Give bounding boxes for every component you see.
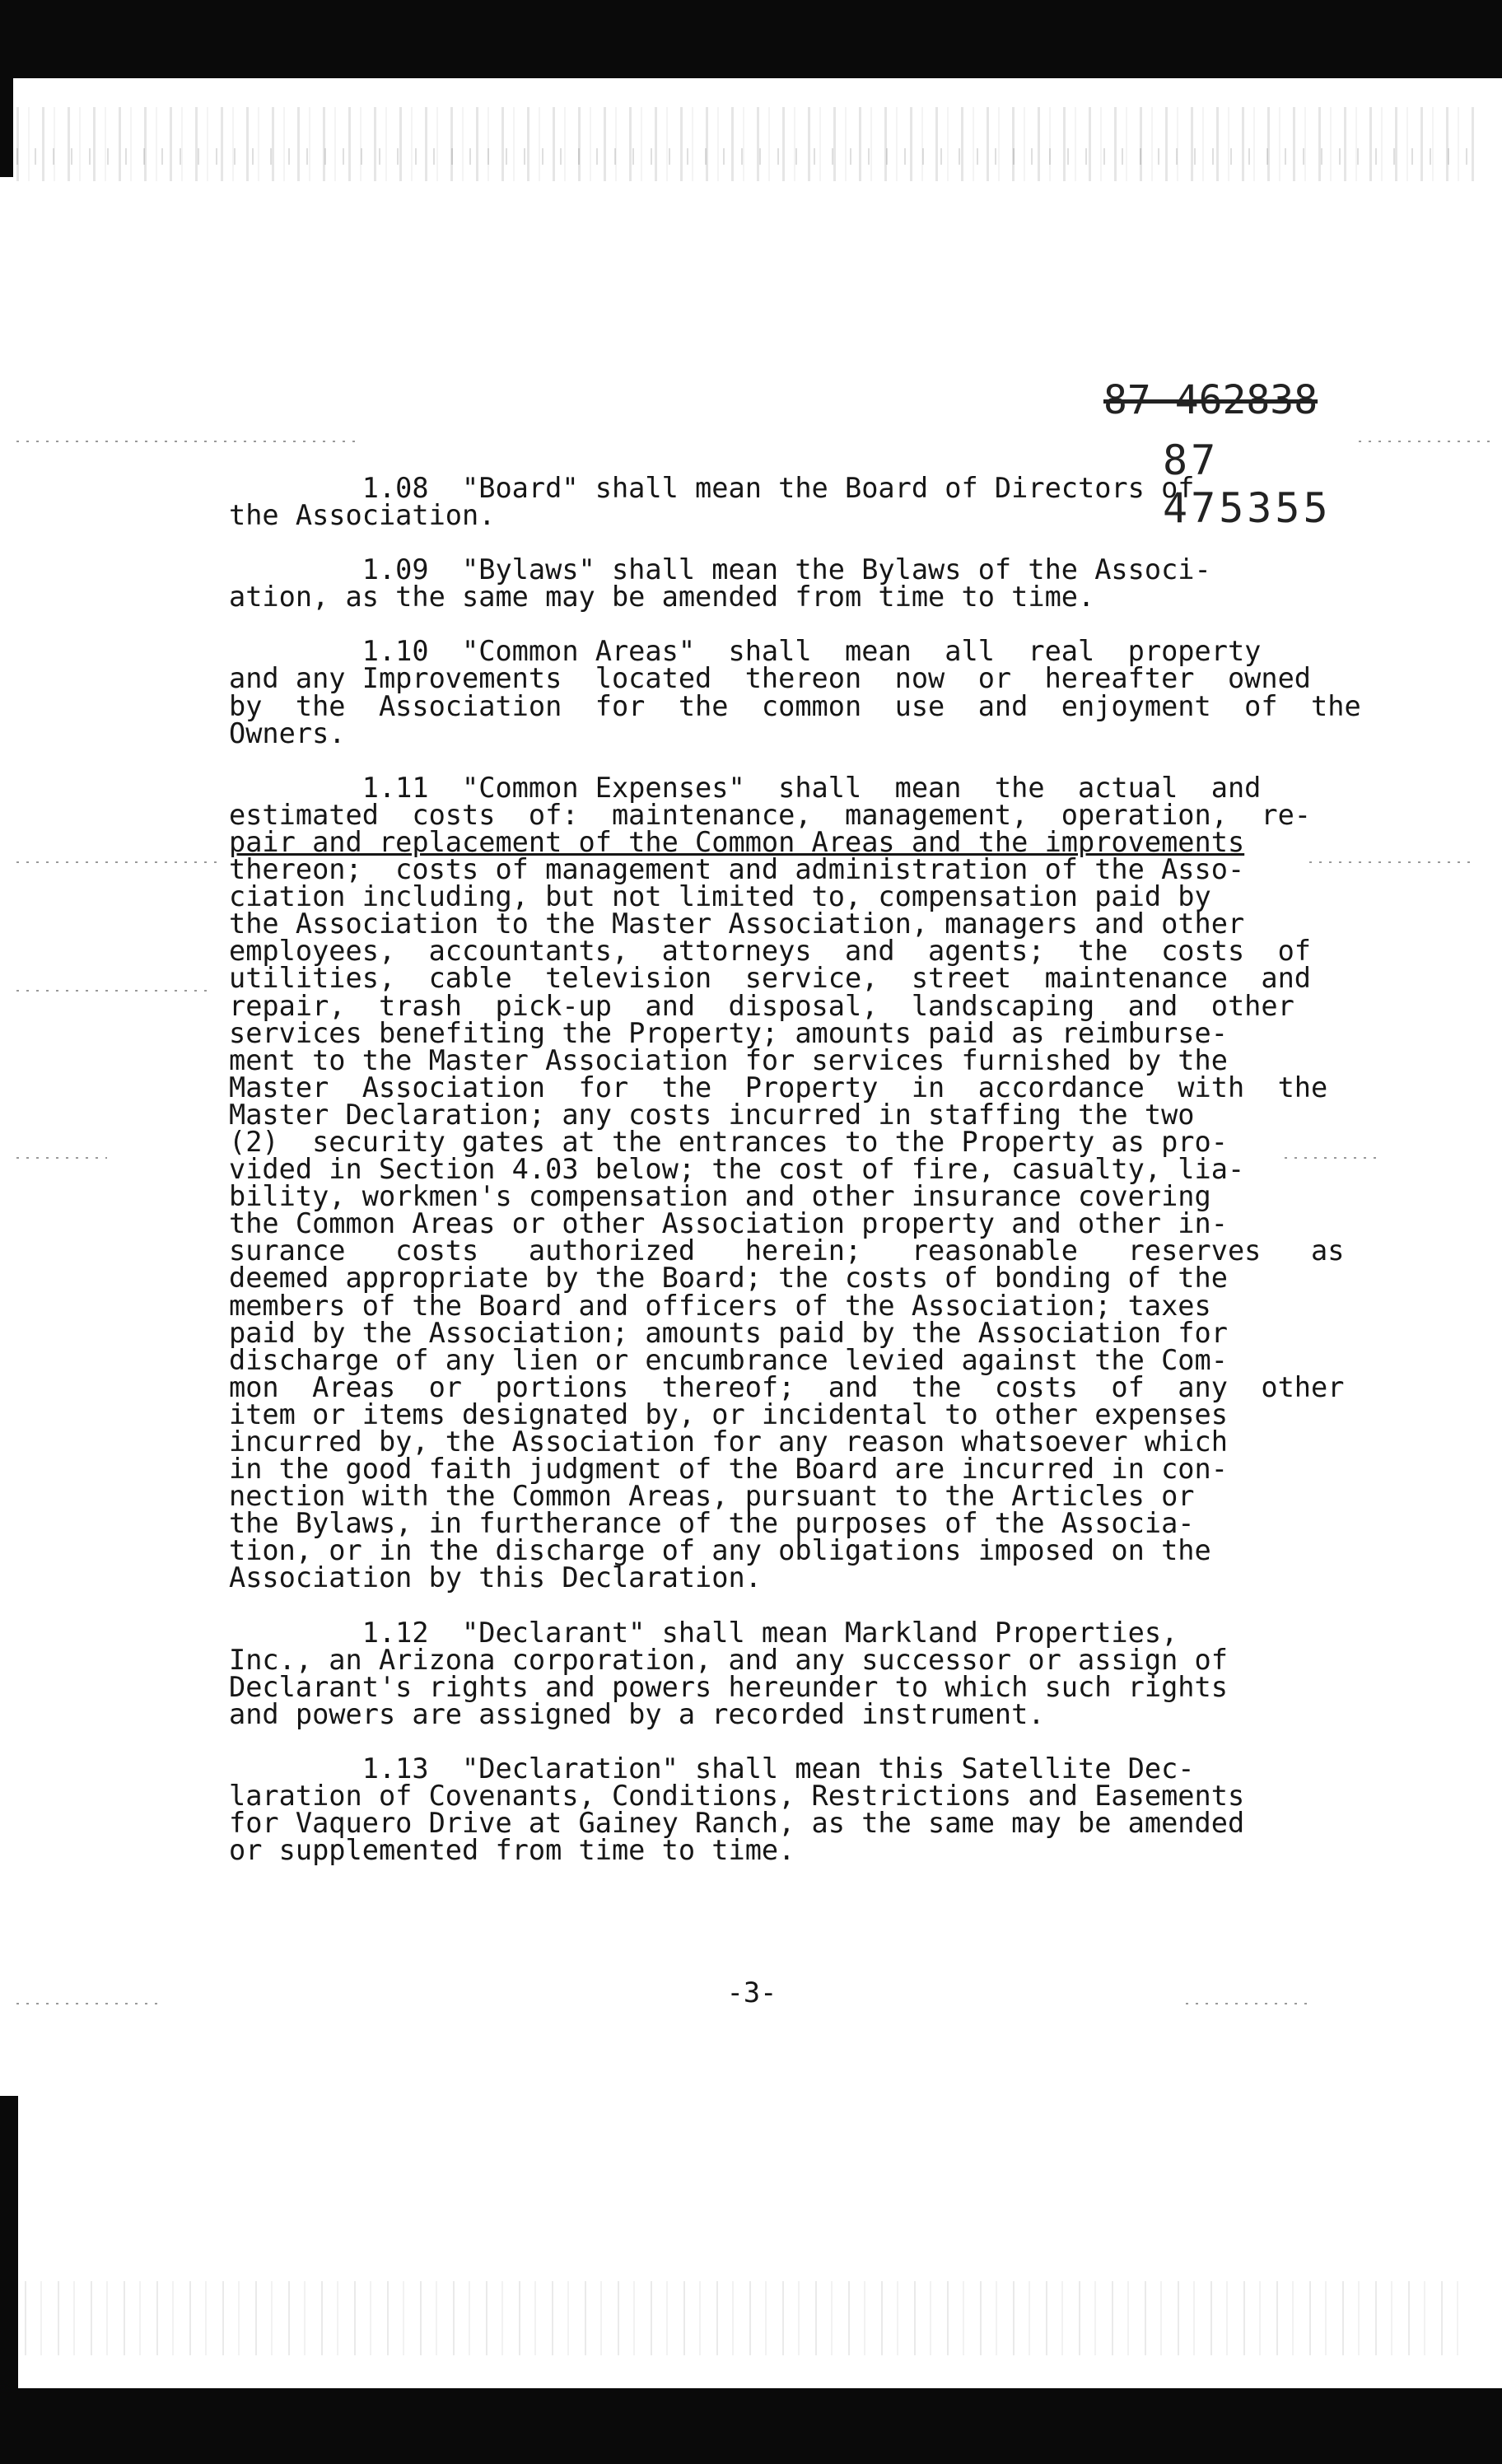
text-line: item or items designated by, or incidental to other expenses [229, 1398, 1228, 1430]
margin-noise [16, 441, 362, 442]
definition-paragraph-1-10 [229, 635, 1361, 749]
text-line: bility, workmen's compensation and other insurance covering [229, 1180, 1211, 1213]
scan-border-bottom [0, 2388, 1502, 2464]
text-line: incurred by, the Association for any reason whatsoever which [229, 1426, 1228, 1458]
scan-border-left-bottom [0, 2096, 18, 2388]
text-line: the Association to the Master Association, managers and other [229, 908, 1245, 940]
text-line: vided in Section 4.03 below; the cost of fire, casualty, lia- [229, 1153, 1245, 1186]
margin-noise [1186, 2003, 1309, 2004]
text-line: the Bylaws, in furtherance of the purposes of the Associa- [229, 1507, 1195, 1540]
text-line: Association by this Declaration. [229, 1561, 762, 1594]
margin-noise [16, 861, 222, 863]
text-line: paid by the Association; amounts paid by the Association for [229, 1316, 1228, 1349]
text-line: for Vaquero Drive at Gainey Ranch, as the same may be amended [229, 1807, 1245, 1840]
text-line: nection with the Common Areas, pursuant to the Articles or [229, 1480, 1195, 1513]
text-line: in the good faith judgment of the Board are incurred in con- [229, 1453, 1228, 1486]
text-line: 1.09 "Bylaws" shall mean the Bylaws of the Associ- [229, 553, 1211, 586]
text-line: laration of Covenants, Conditions, Restrictions and Easements [229, 1780, 1245, 1813]
text-line: discharge of any lien or encumbrance levied against the Com- [229, 1343, 1228, 1376]
text-line: mon Areas or portions thereof; and the costs of any other [229, 1370, 1345, 1403]
text-line: or supplemented from time to time. [229, 1834, 795, 1867]
text-line: Master Association for the Property in accordance with the [229, 1071, 1328, 1104]
margin-noise [1309, 861, 1474, 863]
text-line: and powers are assigned by a recorded instrument. [229, 1697, 1045, 1730]
text-line: deemed appropriate by the Board; the costs of bonding of the [229, 1262, 1228, 1295]
definition-paragraph-1-11 [229, 771, 1345, 1594]
text-line: Declarant's rights and powers hereunder to which such rights [229, 1670, 1228, 1703]
scan-noise-top-line [16, 148, 1482, 165]
text-line: 1.10 "Common Areas" shall mean all real property [229, 635, 1262, 668]
text-line: ciation including, but not limited to, compensation paid by [229, 880, 1211, 913]
text-line: ment to the Master Association for services furnished by the [229, 1043, 1228, 1076]
text-line: 1.12 "Declarant" shall mean Markland Properties, [229, 1616, 1178, 1649]
text-line: 1.13 "Declaration" shall mean this Satellite Dec- [229, 1752, 1195, 1785]
text-line: services benefiting the Property; amounts paid as reimburse- [229, 1016, 1228, 1049]
text-line: 1.11 "Common Expenses" shall mean the actual and [229, 771, 1262, 804]
text-line: pair and replacement of the Common Areas and the improvements [229, 825, 1245, 858]
text-line: ation, as the same may be amended from time to time. [229, 581, 1095, 614]
text-line: employees, accountants, attorneys and agents; the costs of [229, 935, 1312, 968]
definition-paragraph-1-09 [229, 553, 1299, 614]
margin-noise [16, 2003, 165, 2004]
text-line: repair, trash pick-up and disposal, landscaping and other [229, 989, 1294, 1022]
margin-noise [1285, 1157, 1383, 1159]
text-line: and any Improvements located thereon now or hereafter owned [229, 662, 1312, 695]
text-line: 1.08 "Board" shall mean the Board of Directors of [229, 472, 1195, 504]
text-line: utilities, cable television service, street maintenance and [229, 962, 1312, 995]
text-line: estimated costs of: maintenance, management, operation, re- [229, 798, 1312, 831]
scan-noise-bottom [25, 2281, 1474, 2355]
margin-noise [16, 990, 214, 992]
scan-border-top [0, 0, 1502, 78]
page-number: -3- [726, 1976, 777, 2009]
text-line: by the Association for the common use and enjoyment of the [229, 689, 1361, 722]
definition-paragraph-1-12 [229, 1616, 1299, 1730]
text-line: Owners. [229, 716, 346, 749]
text-line: (2) security gates at the entrances to the Property as pro- [229, 1125, 1228, 1158]
text-line: tion, or in the discharge of any obligations imposed on the [229, 1534, 1211, 1567]
text-line: members of the Board and officers of the Association; taxes [229, 1289, 1211, 1322]
text-line: the Common Areas or other Association property and other in- [229, 1207, 1228, 1240]
definition-paragraph-1-13 [229, 1752, 1299, 1867]
text-line: the Association. [229, 499, 496, 532]
text-line: Inc., an Arizona corporation, and any successor or assign of [229, 1643, 1228, 1676]
scan-noise-top [16, 107, 1482, 181]
scan-border-left-top [0, 78, 13, 177]
recording-number: 87 475355 [1163, 436, 1332, 532]
recording-number-struck: 87 462838 [1103, 377, 1318, 423]
margin-noise [16, 1157, 107, 1159]
text-line: thereon; costs of management and administration of the Asso- [229, 853, 1245, 886]
text-line: Master Declaration; any costs incurred in staffing the two [229, 1098, 1195, 1131]
text-line: surance costs authorized herein; reasonable reserves as [229, 1234, 1345, 1267]
